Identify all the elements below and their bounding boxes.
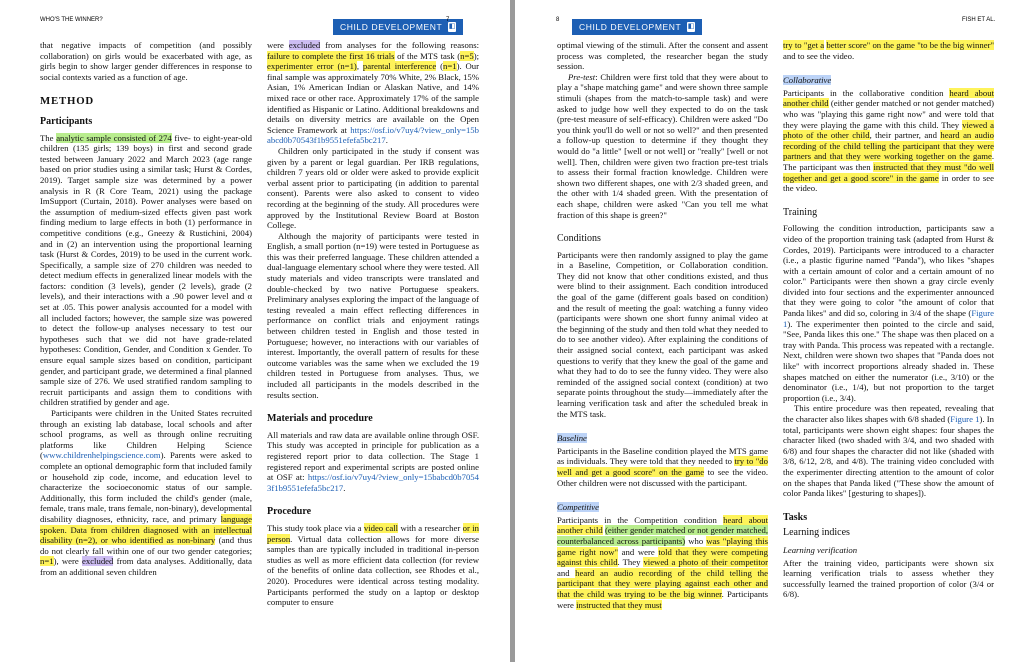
journal-icon: ◧ xyxy=(687,23,695,30)
paragraph: were excluded from analyses for the following reasons: failure to complete the first 16 trials of the MTS task (n=5); experimenter error (n=1), parental interference (n=1). Our final sample was approximately 70% White, 2% Black, 15% Asian, 1% American Indian or Alaskan Native, and 14% mixed race or other race. Approximately 17% of the sample identified as Hispanic or Latino. Additional breakdowns and details on diversity metrics are available on the Open Science Framework at https://osf.io/v7uy4/?view_only=15babcd0b70543f1b9551efefa5bc217. xyxy=(267,40,479,146)
paragraph: Although the majority of participants were tested in English, a small portion (n=19) were tested in Portuguese as this was their preferred language. These children attended a dual-language elementary school where they were tested. All study materials and video transcripts were translated and double-checked by two native Portuguese speakers. Preliminary analyses exploring the impact of the language of testing revealed a main effect reflecting differences in performance on conflict trials and enjoyment ratings between children tested in English and those tested in Portuguese; however, no interactions with our variables of interest. Importantly, the overall pattern of results for these outcome variables was the same when we excluded the 19 children tested in Portuguese from analyses. Thus, we included all participants in the models described in the results section. xyxy=(267,230,479,400)
label-collaborative: Collaborative xyxy=(783,75,832,86)
highlight-yellow[interactable]: try to "do well and get a good score" on the game xyxy=(557,456,768,477)
highlight-yellow[interactable]: heard about another child xyxy=(557,514,768,536)
page-number: 8 xyxy=(556,17,560,23)
column-left-2 xyxy=(267,40,479,662)
page-number: 7 xyxy=(446,17,450,23)
highlight-purple[interactable]: excluded xyxy=(288,40,321,50)
subheading-learning-indices: Learning indices xyxy=(783,527,850,539)
column-left-1 xyxy=(40,40,252,662)
paragraph: Following the condition introduction, participants saw a video of the proportion training task (adapted from Hurst & Cordes, 2019). Participants were introduced to a character (i.e., a plastic figurine named "Panda"), who likes "shapes with a certain amount of color and a certain amount of no color." Participants were then shown a gray circle evenly divided into four sections and the experimenter announced that they were going to color "the amount of color that Panda likes" and did so, coloring in 3/4 of the shape (Figure 1). The experimenter then pointed to the circle and said, "See, Panda likes this one." The shape was then placed on a tray with Panda. This process was repeated with a rectangle. Next, children were shown two shapes that "Panda does not like" with incorrect proportions already shaded in. These shapes matched on either the numerator (i.e., 3/10) or the denominator (i.e., 1/4), but not proportion to the target proportion (i.e., 3/4). xyxy=(783,223,994,403)
highlight-green[interactable]: (either gender matched or not gender matched, counterbalanced across participants) xyxy=(557,525,768,546)
paragraph: The analytic sample consisted of 274 five- to eight-year-old children (135 girls; 139 boys) in first and second grade tested between January 2022 and March 2023 (age range based on prior studies using a similar task; Hurst & Cordes, 2019). Target sample size was determined by a power analysis in R (R Core Team, 2021) using the package ImSupport (Curtain, 2018). Power analyses were based on the assumption of medium-sized effects given past work finding medium to large effects in both (1) performance in competitive conditions (e.g., Gneezy & Rustichini, 2004) and in (2) an intervention using the proportional learning task (Hurst & Cordes, 2019) to be used in the current work. Specifically, a sample size of 270 children was needed to detect medium effects in generalized linear models with the factors: condition (3 levels), gender (2 levels), grade (2 levels), and their interactions with a .90 power level and α set at .05. This power analysis accounted for a model with all included factors; however, the sample size was powered to detect the follow-up analyses necessary to test our hypotheses such that we did not have grade-related hypotheses: Condition, Gender, and Condition x Gender. To ensure equal sample sizes based on condition, participant gender, and participant grade, we determined a final planned sample size of 276. We used stratified random sampling to recruit participants and assign them to conditions with children stratified by gender and age. xyxy=(40,132,252,408)
highlight-yellow[interactable]: parental interference xyxy=(362,61,437,72)
paragraph: This entire procedure was then repeated, revealing that the character also likes shapes with 6/8 shaded (Figure 1). In total, participants were shown eight shapes: four shapes the character liked (two shaded with 3/4, and two shaded with 6/8) and four shapes the character did not like (shaded with 3/8, 6/12, 2/8, and 4/8). The training video concluded with the experimenter directing attention to the amount of color on the shapes that Panda liked ("These show the amount of color Panda likes" [gesturing to shapes]). xyxy=(783,403,994,499)
label-baseline: Baseline xyxy=(557,433,587,444)
highlight-purple[interactable]: excluded xyxy=(82,556,114,567)
label-learning-verification: Learning verification xyxy=(783,544,858,555)
paragraph: Participants in the Baseline condition played the MTS game as individuals. They were told that they needed to try to "do well and get a good score" on the game to see the video. Other children were not discussed with the participant. xyxy=(557,445,768,488)
highlight-yellow[interactable]: or in person xyxy=(267,522,479,544)
highlight-yellow[interactable]: told that they were competing against this child xyxy=(557,546,768,568)
paragraph: that negative impacts of competition (and possibly collaboration) on girls would be exacerbated with age, as girls begin to show larger gender differences in response to social contexts varied as a function of age. xyxy=(40,40,252,82)
journal-badge-label: CHILD DEVELOPMENT xyxy=(340,22,443,32)
highlight-yellow[interactable]: better score" on the game "to be the big winner" xyxy=(826,40,994,50)
column-right-1 xyxy=(557,40,768,662)
column-right-2 xyxy=(783,40,994,662)
highlight-yellow[interactable]: heard an audio recording of the child telling the participant that they were partners and that they were working together on the game xyxy=(783,130,994,162)
paragraph: Participants were children in the United States recruited through an existing lab database, local schools and after school programs, as well as through online recruiting platforms like Children Helping Science (www.childrenhelpingscience.com). Parents were asked to complete an optional demographic form that included family or household zip code, income, and education level to characterize the socioeconomic status of our sample. Additionally, this form included the child's gender (male, female, trans male, trans female, non-binary), developmental disability diagnoses, ethnicity, race, and primary language spoken. Data from children diagnosed with an intellectual disability (n=2), or who identified as non-binary (and thus do not clearly fall within one of our two gender categories; n=1), were excluded from data analyses. Additionally, data from an additional seven children xyxy=(40,408,252,577)
figure-link[interactable]: Figure 1 xyxy=(950,414,980,424)
highlight-green[interactable]: analytic sample consisted of 274 xyxy=(56,132,172,143)
highlight-yellow[interactable]: failure to complete the first 16 trials xyxy=(267,50,395,61)
paragraph: Participants in the collaborative condition heard about another child (either gender matched or not gender matched) who was "playing this game right now" and were told that they were playing the game with this child. They viewed a photo of the other child, their partner, and heard an audio recording of the child telling the participant that they were partners and that they were working together on the game. The participant was then instructed that they must "do well together and get a good score" in the game in order to see the video. xyxy=(783,87,994,194)
paragraph: Participants were then randomly assigned to play the game in a Baseline, Competition, or Collaboration condition. They did not know that other conditions existed, and thus were blind to their assignment. Each condition introduced the goal of the game (different goals based on condition) and the result of meeting the goal: watching a funny video (participants were shown one short funny animal video at the beginning of the study and then told what they needed to do to see another video). After explaining the conditions of their assigned social context, each participant was asked questions to verify that they knew the goal of the game and what they had to do to see the funny video. They were also reminded of the assigned social context (condition) at two separate points throughout the study—immediately after the learning verification task and after the scheduled break in the MTS task. xyxy=(557,249,768,419)
highlight-yellow[interactable]: instructed that they must "do well together and get a good score" in the game xyxy=(783,161,994,183)
link[interactable]: https://osf.io/v7uy4/?view_only=15babcd0b70543f1b9551efefa5bc217 xyxy=(267,124,479,146)
subheading-tasks: Tasks xyxy=(783,511,808,523)
subheading-training: Training xyxy=(783,206,818,218)
highlight-yellow[interactable]: n=5 xyxy=(460,50,474,61)
running-head-right: FISH ET AL. xyxy=(962,17,996,23)
paragraph: After the training video, participants were shown six learning verification trials to assess whether they successfully learned the trained proportion of color (3/4 or 6/8). xyxy=(783,557,994,600)
highlight-yellow[interactable]: heard an audio recording of the child telling the participant that they were playing against each other and that the child was trying to be the big winner xyxy=(557,567,768,599)
highlight-yellow[interactable]: viewed a photo of their competitor xyxy=(643,557,768,568)
highlight-yellow[interactable]: try to "get a xyxy=(783,40,825,50)
highlight-yellow[interactable]: viewed a photo of the other child xyxy=(783,119,994,141)
highlight-yellow[interactable]: instructed that they must xyxy=(576,599,662,610)
running-head-left: WHO'S THE WINNER? xyxy=(40,17,103,23)
highlight-yellow[interactable]: heard about another child xyxy=(783,87,994,109)
link[interactable]: https://osf.io/v7uy4/?view_only=15babcd0b70543f1b9551efefa5bc217 xyxy=(267,472,479,493)
subheading-materials: Materials and procedure xyxy=(267,413,373,425)
paragraph: optimal viewing of the stimuli. After the consent and assent process was completed, the researcher began the study session. xyxy=(557,40,768,72)
section-heading-method: METHOD xyxy=(40,95,94,108)
paragraph: This study took place via a video call with a researcher or in person. Virtual data collection allows for more diverse samples than are typically included in traditional in-person studies as well as more efficient data collection (for review of the benefits of online data collection, see Rhodes et al., 2020). Procedures were identical across testing modality. Participants performed the study on a laptop or desktop computer to ensure xyxy=(267,522,479,608)
link[interactable]: www.childrenhelpingscience.com xyxy=(42,450,161,461)
paragraph: Children only participated in the study if consent was given by a parent or legal guardian. Per IRB regulations, children 7 years old or older were asked to provide explicit verbal assent prior to participating (in addition to parental consent). Parents were also asked to consent to video recording at the beginning of the study. All procedures were approved by the Institutional Review Board at Boston College. xyxy=(267,145,479,231)
subheading-conditions: Conditions xyxy=(557,233,601,245)
highlight-yellow[interactable]: n=1 xyxy=(442,61,457,72)
highlight-yellow[interactable]: language spoken. Data from children diagnosed with an intellectual disability (n=2), or who identified as non-binary xyxy=(40,513,252,546)
highlight-yellow[interactable]: video call xyxy=(363,522,399,533)
highlight-yellow[interactable]: n=1 xyxy=(40,556,54,567)
journal-badge[interactable] xyxy=(572,19,702,35)
paragraph: All materials and raw data are available online through OSF. This study was accepted in principle for publication as a registered report prior to data collection. The Stage 1 registered report and experimental scripts are posted online at OSF at: https://osf.io/v7uy4/?view_only=15babcd0b70543f1b9551efefa5bc217. xyxy=(267,429,479,493)
highlight-yellow[interactable]: was "playing this game right now" xyxy=(557,535,768,557)
label-competitive: Competitive xyxy=(557,502,599,513)
subheading-procedure: Procedure xyxy=(267,506,312,518)
figure-link[interactable]: Figure 1 xyxy=(783,308,994,329)
paragraph: try to "get a better score" on the game "to be the big winner" and to see the video. xyxy=(783,40,994,61)
journal-badge-label: CHILD DEVELOPMENT xyxy=(579,22,682,32)
subheading-participants: Participants xyxy=(40,115,93,127)
paragraph: Participants in the Competition condition heard about another child (either gender matched or not gender matched, counterbalanced across participants) who was "playing this game right now" and were told that they were competing against this child. They viewed a photo of their competitor and heard an audio recording of the child telling the participant that they were playing against each other and that the child was trying to be the big winner. Participants were instructed that they must xyxy=(557,514,768,610)
highlight-yellow[interactable]: experimenter error (n=1) xyxy=(267,61,357,72)
journal-icon: ◧ xyxy=(448,23,456,30)
page-7 xyxy=(0,0,510,662)
paragraph: Pre-test: Children were first told that they were about to play a "shape matching game" and were shown three sample stimuli (shapes from the match-to-sample task) and were asked to judge how well they expected to do on the task (pre-test measure of self-efficacy). Children were asked "Do you think you'll do well or not so well?" and then presented a follow-up question to determine if they thought they would do "a little" [well or not well] or "really" [well or not well]. Then, children were given two fraction pre-test trials to assess their formal fraction knowledge. Children were shown two different shapes, one with 2/3 shaded green, and the other with 1/4 shaded green. With the presentation of each shape, children were asked "Can you tell me what fraction of this shape is green?" xyxy=(557,71,768,220)
journal-badge[interactable] xyxy=(333,19,463,35)
